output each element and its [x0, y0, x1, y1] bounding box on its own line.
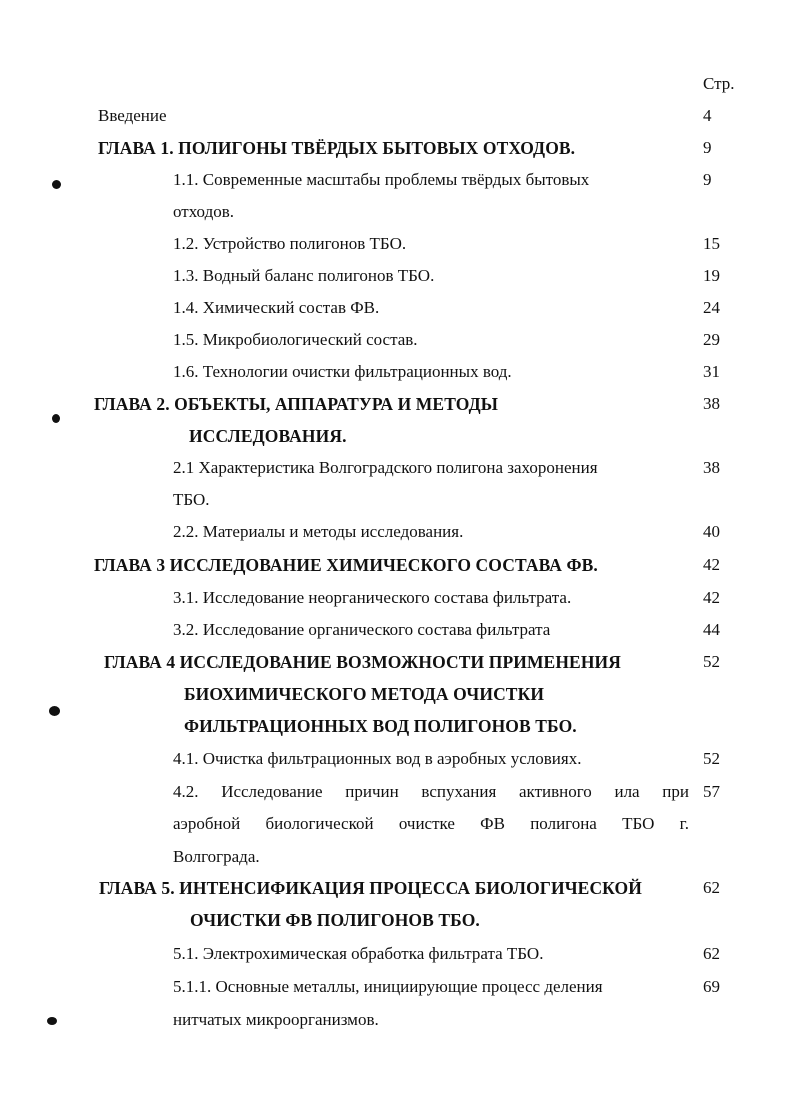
section-2-2: 2.2. Материалы и методы исследования. — [173, 522, 464, 541]
section-1-1-line2: отходов. — [173, 202, 234, 221]
scan-blot — [47, 1017, 57, 1025]
toc-intro-page: 4 — [703, 106, 712, 125]
chapter-2-title-line2: ИССЛЕДОВАНИЯ. — [189, 426, 347, 446]
chapter-4-title-line3: ФИЛЬТРАЦИОННЫХ ВОД ПОЛИГОНОВ ТБО. — [184, 716, 577, 736]
section-5-1: 5.1. Электрохимическая обработка фильтрата ТБО. — [173, 944, 544, 963]
scan-blot — [49, 706, 60, 716]
section-5-1-1-line1: 5.1.1. Основные металлы, инициирующие процесс деления — [173, 977, 603, 996]
section-1-6-page: 31 — [703, 362, 720, 381]
section-4-2-line2: аэробной биологической очистке ФВ полигона ТБО г. — [173, 814, 689, 833]
section-5-1-1-page: 69 — [703, 977, 720, 996]
chapter-1-page: 9 — [703, 138, 712, 157]
chapter-2-page: 38 — [703, 394, 720, 413]
scan-blot — [52, 414, 60, 423]
chapter-5-title-line2: ОЧИСТКИ ФВ ПОЛИГОНОВ ТБО. — [190, 910, 480, 930]
section-1-2: 1.2. Устройство полигонов ТБО. — [173, 234, 407, 253]
section-1-5-page: 29 — [703, 330, 720, 349]
scan-blot — [52, 180, 61, 189]
chapter-1-title: ГЛАВА 1. ПОЛИГОНЫ ТВЁРДЫХ БЫТОВЫХ ОТХОДОВ. — [98, 138, 576, 158]
section-1-1-line1: 1.1. Современные масштабы проблемы твёрдых бытовых — [173, 170, 590, 189]
section-1-6: 1.6. Технологии очистки фильтрационных вод. — [173, 362, 512, 381]
section-1-4-page: 24 — [703, 298, 720, 317]
chapter-2-title-line1: ГЛАВА 2. ОБЪЕКТЫ, АППАРАТУРА И МЕТОДЫ — [94, 394, 499, 414]
section-5-1-page: 62 — [703, 944, 720, 963]
section-5-1-1-line2: нитчатых микроорганизмов. — [173, 1010, 379, 1029]
section-1-4: 1.4. Химический состав ФВ. — [173, 298, 380, 317]
chapter-5-page: 62 — [703, 878, 720, 897]
section-4-2-page: 57 — [703, 782, 720, 801]
chapter-4-title-line1: ГЛАВА 4 ИССЛЕДОВАНИЕ ВОЗМОЖНОСТИ ПРИМЕНЕНИЯ — [104, 652, 621, 672]
section-1-2-page: 15 — [703, 234, 720, 253]
section-1-3-page: 19 — [703, 266, 720, 285]
section-3-2-page: 44 — [703, 620, 720, 639]
section-3-2: 3.2. Исследование органического состава фильтрата — [173, 620, 551, 639]
chapter-4-page: 52 — [703, 652, 720, 671]
chapter-4-title-line2: БИОХИМИЧЕСКОГО МЕТОДА ОЧИСТКИ — [184, 684, 545, 704]
section-4-1-page: 52 — [703, 749, 720, 768]
section-2-1-line1: 2.1 Характеристика Волгоградского полигона захоронения — [173, 458, 598, 477]
section-1-1-page: 9 — [703, 170, 712, 189]
section-3-1: 3.1. Исследование неорганического состава фильтрата. — [173, 588, 572, 607]
section-1-3: 1.3. Водный баланс полигонов ТБО. — [173, 266, 435, 285]
section-2-2-page: 40 — [703, 522, 720, 541]
toc-intro: Введение — [98, 106, 167, 125]
section-2-1-page: 38 — [703, 458, 720, 477]
chapter-5-title-line1: ГЛАВА 5. ИНТЕНСИФИКАЦИЯ ПРОЦЕССА БИОЛОГИЧЕСКОЙ — [99, 878, 642, 898]
chapter-3-title: ГЛАВА 3 ИССЛЕДОВАНИЕ ХИМИЧЕСКОГО СОСТАВА ФВ. — [94, 555, 598, 575]
section-3-1-page: 42 — [703, 588, 720, 607]
section-4-2-line1: 4.2. Исследование причин вспухания активного ила при — [173, 782, 689, 801]
page-column-header: Стр. — [703, 74, 735, 93]
chapter-3-page: 42 — [703, 555, 720, 574]
section-4-2-line3: Волгограда. — [173, 847, 260, 866]
section-1-5: 1.5. Микробиологический состав. — [173, 330, 418, 349]
section-2-1-line2: ТБО. — [173, 490, 210, 509]
section-4-1: 4.1. Очистка фильтрационных вод в аэробных условиях. — [173, 749, 582, 768]
